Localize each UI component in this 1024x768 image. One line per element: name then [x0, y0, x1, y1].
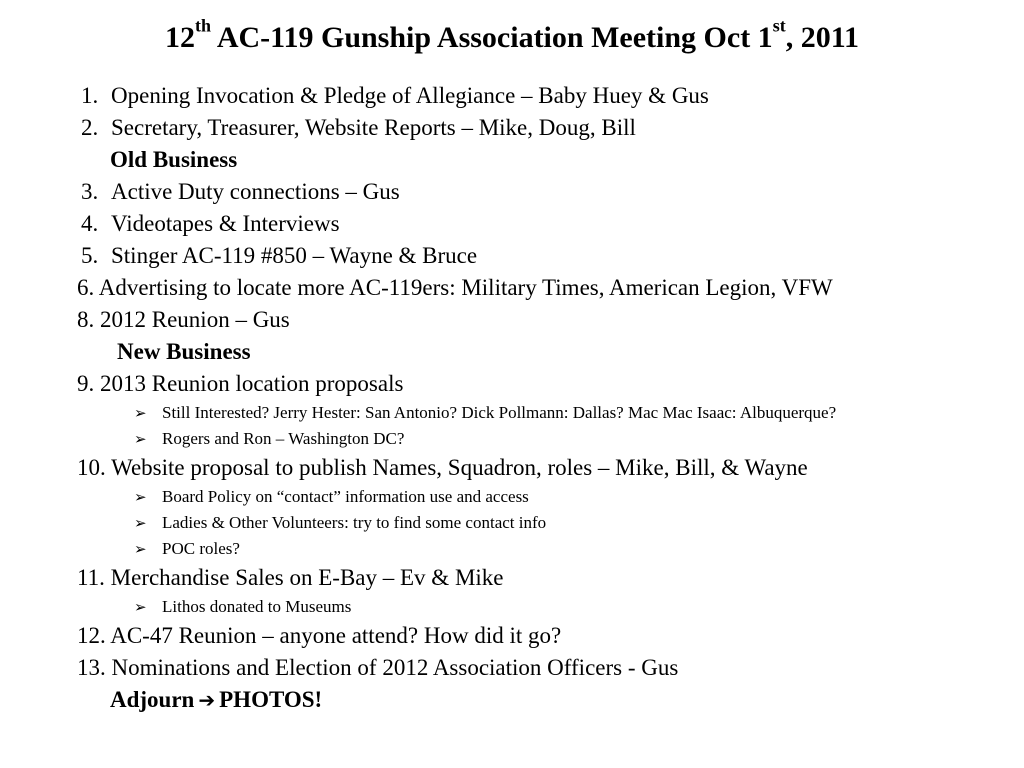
title-part-2: AC-119 Gunship Association Meeting Oct 1 [210, 21, 773, 54]
item-number: 9. [77, 371, 95, 396]
agenda-item-2 [0, 112, 1024, 144]
title-sup-1: th [194, 15, 211, 36]
item-number: 4. [81, 211, 99, 236]
item-text: Secretary, Treasurer, Website Reports – Mike, Doug, Bill [111, 115, 636, 140]
item-number: 5. [81, 243, 99, 268]
item-text: Merchandise Sales on E-Bay – Ev & Mike [110, 565, 504, 590]
agenda-list [0, 80, 1024, 716]
sub-bullet [0, 426, 1024, 452]
sub-bullet [0, 536, 1024, 562]
agenda-item-13 [0, 652, 1024, 684]
adjourn-line [0, 684, 1024, 716]
sub-bullet-text: Board Policy on “contact” information use and access [162, 487, 529, 506]
right-arrow-icon: ➔ [198, 688, 216, 712]
agenda-item-8 [0, 304, 1024, 336]
adjourn-label: Adjourn [110, 687, 195, 712]
title-sup-2: st [772, 15, 786, 36]
sub-bullet-text: Still Interested? Jerry Hester: San Antonio? Dick Pollmann: Dallas? Mac Mac Isaac: Albuquerque? [162, 403, 837, 422]
arrow-bullet-icon: ➢ [134, 488, 147, 506]
sub-bullet-text: POC roles? [162, 539, 240, 558]
item-number: 6. [77, 275, 95, 300]
title-part-1: 12 [164, 21, 195, 54]
item-number: 11. [77, 565, 105, 590]
agenda-item-4 [0, 208, 1024, 240]
item-text: 2012 Reunion – Gus [100, 307, 290, 332]
sub-bullet-text: Lithos donated to Museums [162, 597, 352, 616]
agenda-item-12 [0, 620, 1024, 652]
arrow-bullet-icon: ➢ [134, 598, 147, 616]
page-title [0, 15, 1024, 58]
item-number: 2. [81, 115, 99, 140]
item-text: Active Duty connections – Gus [111, 179, 400, 204]
item-text: Videotapes & Interviews [111, 211, 340, 236]
sub-bullet [0, 510, 1024, 536]
arrow-bullet-icon: ➢ [134, 514, 147, 532]
item-number: 10. [77, 455, 106, 480]
item-text: Opening Invocation & Pledge of Allegiance – Baby Huey & Gus [111, 83, 709, 108]
agenda-item-6 [0, 272, 1024, 304]
photos-label: PHOTOS! [219, 687, 323, 712]
agenda-item-1 [0, 80, 1024, 112]
arrow-bullet-icon: ➢ [134, 404, 147, 422]
item-text: Website proposal to publish Names, Squadron, roles – Mike, Bill, & Wayne [111, 455, 808, 480]
old-business-heading: Old Business [110, 147, 238, 172]
agenda-item-10 [0, 452, 1024, 484]
agenda-item-9 [0, 368, 1024, 400]
item-text: Nominations and Election of 2012 Association Officers - Gus [111, 655, 679, 680]
item-text: Stinger AC-119 #850 – Wayne & Bruce [111, 243, 478, 268]
sub-bullet [0, 484, 1024, 510]
new-business-heading: New Business [117, 339, 251, 364]
arrow-bullet-icon: ➢ [134, 540, 147, 558]
item-text: Advertising to locate more AC-119ers: Military Times, American Legion, VFW [98, 275, 833, 300]
arrow-bullet-icon: ➢ [134, 430, 147, 448]
item-number: 13. [77, 655, 106, 680]
item-number: 1. [81, 83, 99, 108]
sub-bullet [0, 400, 1024, 426]
agenda-item-5 [0, 240, 1024, 272]
item-text: AC-47 Reunion – anyone attend? How did it go? [110, 623, 562, 648]
title-part-3: , 2011 [785, 21, 860, 54]
agenda-item-3 [0, 176, 1024, 208]
sub-bullet-text: Ladies & Other Volunteers: try to find some contact info [162, 513, 547, 532]
item-text: 2013 Reunion location proposals [100, 371, 404, 396]
item-number: 8. [77, 307, 95, 332]
agenda-item-11 [0, 562, 1024, 594]
sub-bullet-text: Rogers and Ron – Washington DC? [162, 429, 405, 448]
sub-bullet [0, 594, 1024, 620]
item-number: 12. [77, 623, 106, 648]
item-number: 3. [81, 179, 99, 204]
